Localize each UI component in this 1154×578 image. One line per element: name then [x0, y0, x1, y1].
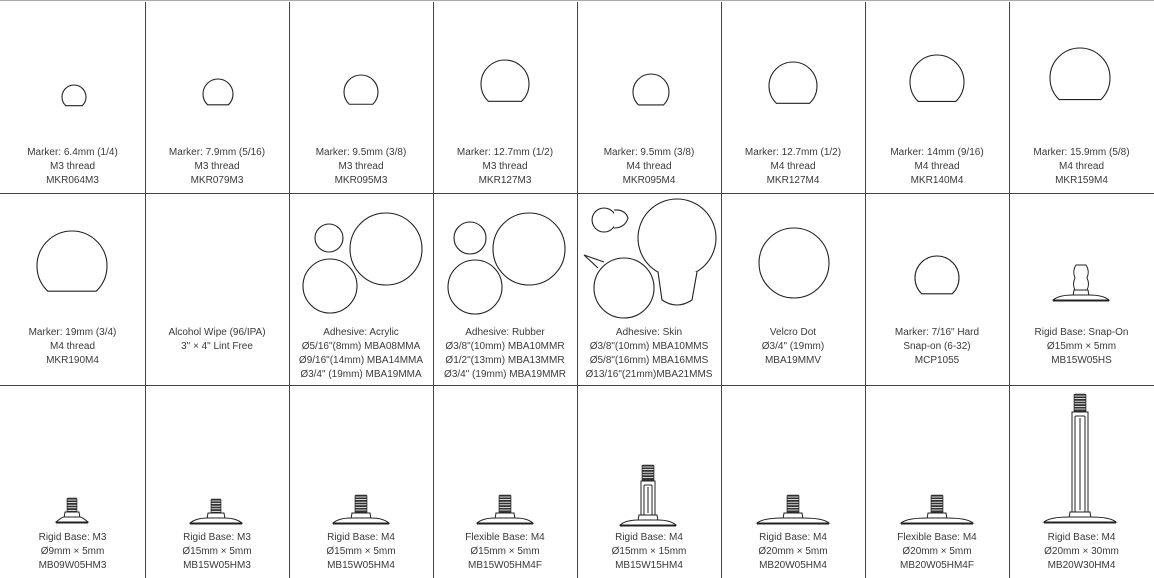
product-spec: Ø15mm × 5mm — [326, 546, 396, 557]
product-spec: Ø3/4" (19mm) — [761, 341, 825, 352]
product-spec: Ø5/16"(8mm) MBA08MMA — [301, 341, 421, 352]
product-spec: M3 thread — [482, 161, 528, 172]
product-spec: Ø15mm × 15mm — [611, 546, 687, 557]
product-title: Rigid Base: M4 — [759, 532, 827, 543]
product-code: MB20W05HM4 — [759, 560, 827, 571]
product-spec: Ø9mm × 5mm — [40, 546, 105, 557]
product-title: Flexible Base: M4 — [465, 532, 545, 543]
product-code: MB15W05HM3 — [183, 560, 251, 571]
product-title: Rigid Base: M3 — [38, 532, 107, 543]
product-code: MKR079M3 — [190, 175, 244, 186]
product-cell — [1009, 385, 1154, 578]
product-title: Marker: 9.5mm (3/8) — [315, 147, 407, 158]
product-code: MKR159M4 — [1055, 175, 1108, 186]
product-code: MBA19MMV — [764, 355, 822, 366]
product-title: Rigid Base: M4 — [327, 532, 395, 543]
product-title: Marker: 15.9mm (5/8) — [1033, 147, 1130, 158]
product-spec: Ø9/16"(14mm) MBA14MMA — [298, 355, 424, 366]
product-title: Marker: 9.5mm (3/8) — [603, 147, 695, 158]
product-spec: M4 thread — [1058, 161, 1105, 172]
product-spec: Ø20mm × 30mm — [1044, 546, 1119, 557]
product-spec: M4 thread — [49, 341, 96, 352]
product-code: MKR140M4 — [910, 175, 964, 186]
product-spec: M3 thread — [194, 161, 240, 172]
product-code: MB15W15HM4 — [615, 560, 683, 571]
product-title: Rigid Base: Snap-On — [1034, 327, 1129, 338]
product-caption — [1009, 531, 1154, 573]
product-code: MKR190M4 — [46, 355, 99, 366]
product-title: Marker: 6.4mm (1/4) — [27, 147, 118, 158]
product-code: MB15W05HS — [1051, 355, 1112, 366]
product-code: MB09W05HM3 — [38, 560, 107, 571]
product-code: Ø3/4" (19mm) MBA19MMR — [444, 369, 566, 380]
product-code: MKR127M4 — [766, 175, 820, 186]
product-code: 3" × 4" Lint Free — [181, 341, 253, 352]
product-spec: Ø20mm × 5mm — [902, 546, 972, 557]
product-spec: M4 thread — [626, 161, 672, 172]
product-spec: Ø15mm × 5mm — [1046, 341, 1117, 352]
product-code: MB15W05HM4F — [468, 560, 542, 571]
product-spec: M4 thread — [770, 161, 816, 172]
product-spec: Ø1/2"(13mm) MBA13MMR — [445, 355, 565, 366]
product-title: Velcro Dot — [769, 327, 817, 338]
product-title: Alcohol Wipe (96/IPA) — [168, 327, 266, 338]
product-code: MCP1055 — [914, 355, 960, 366]
product-spec: Ø5/8"(16mm) MBA16MMS — [589, 355, 709, 366]
product-title: Adhesive: Rubber — [465, 327, 545, 338]
product-title: Adhesive: Skin — [615, 327, 683, 338]
product-spec: Ø3/8"(10mm) MBA10MMR — [445, 341, 565, 352]
product-title: Marker: 14mm (9/16) — [890, 147, 984, 158]
product-spec: Ø20mm × 5mm — [758, 546, 828, 557]
product-title: Rigid Base: M4 — [1047, 532, 1116, 543]
product-code: MKR127M3 — [478, 175, 532, 186]
product-spec: Ø15mm × 5mm — [182, 546, 252, 557]
product-code: Ø3/4" (19mm) MBA19MMA — [300, 369, 422, 380]
product-spec: M3 thread — [338, 161, 384, 172]
product-title: Marker: 12.7mm (1/2) — [456, 147, 554, 158]
product-title: Marker: 19mm (3/4) — [28, 327, 117, 338]
product-title: Adhesive: Acrylic — [323, 327, 399, 338]
product-code: MB15W05HM4 — [327, 560, 395, 571]
product-title: Marker: 12.7mm (1/2) — [744, 147, 842, 158]
product-spec: M4 thread — [914, 161, 960, 172]
product-code: MB20W30HM4 — [1047, 560, 1116, 571]
product-spec: Ø15mm × 5mm — [470, 546, 540, 557]
product-title: Rigid Base: M3 — [183, 532, 251, 543]
product-code: MB20W05HM4F — [900, 560, 974, 571]
product-code: Ø13/16"(21mm)MBA21MMS — [585, 369, 713, 380]
product-code: MKR095M3 — [334, 175, 388, 186]
product-title: Marker: 7.9mm (5/16) — [168, 147, 266, 158]
product-title: Flexible Base: M4 — [897, 532, 977, 543]
product-code: MKR095M4 — [622, 175, 676, 186]
product-title: Marker: 7/16" Hard — [894, 327, 980, 338]
product-title: Rigid Base: M4 — [615, 532, 683, 543]
product-code: MKR064M3 — [46, 175, 99, 186]
product-spec: Snap-on (6-32) — [903, 341, 971, 352]
product-spec: M3 thread — [49, 161, 96, 172]
product-spec: Ø3/8"(10mm) MBA10MMS — [589, 341, 709, 352]
